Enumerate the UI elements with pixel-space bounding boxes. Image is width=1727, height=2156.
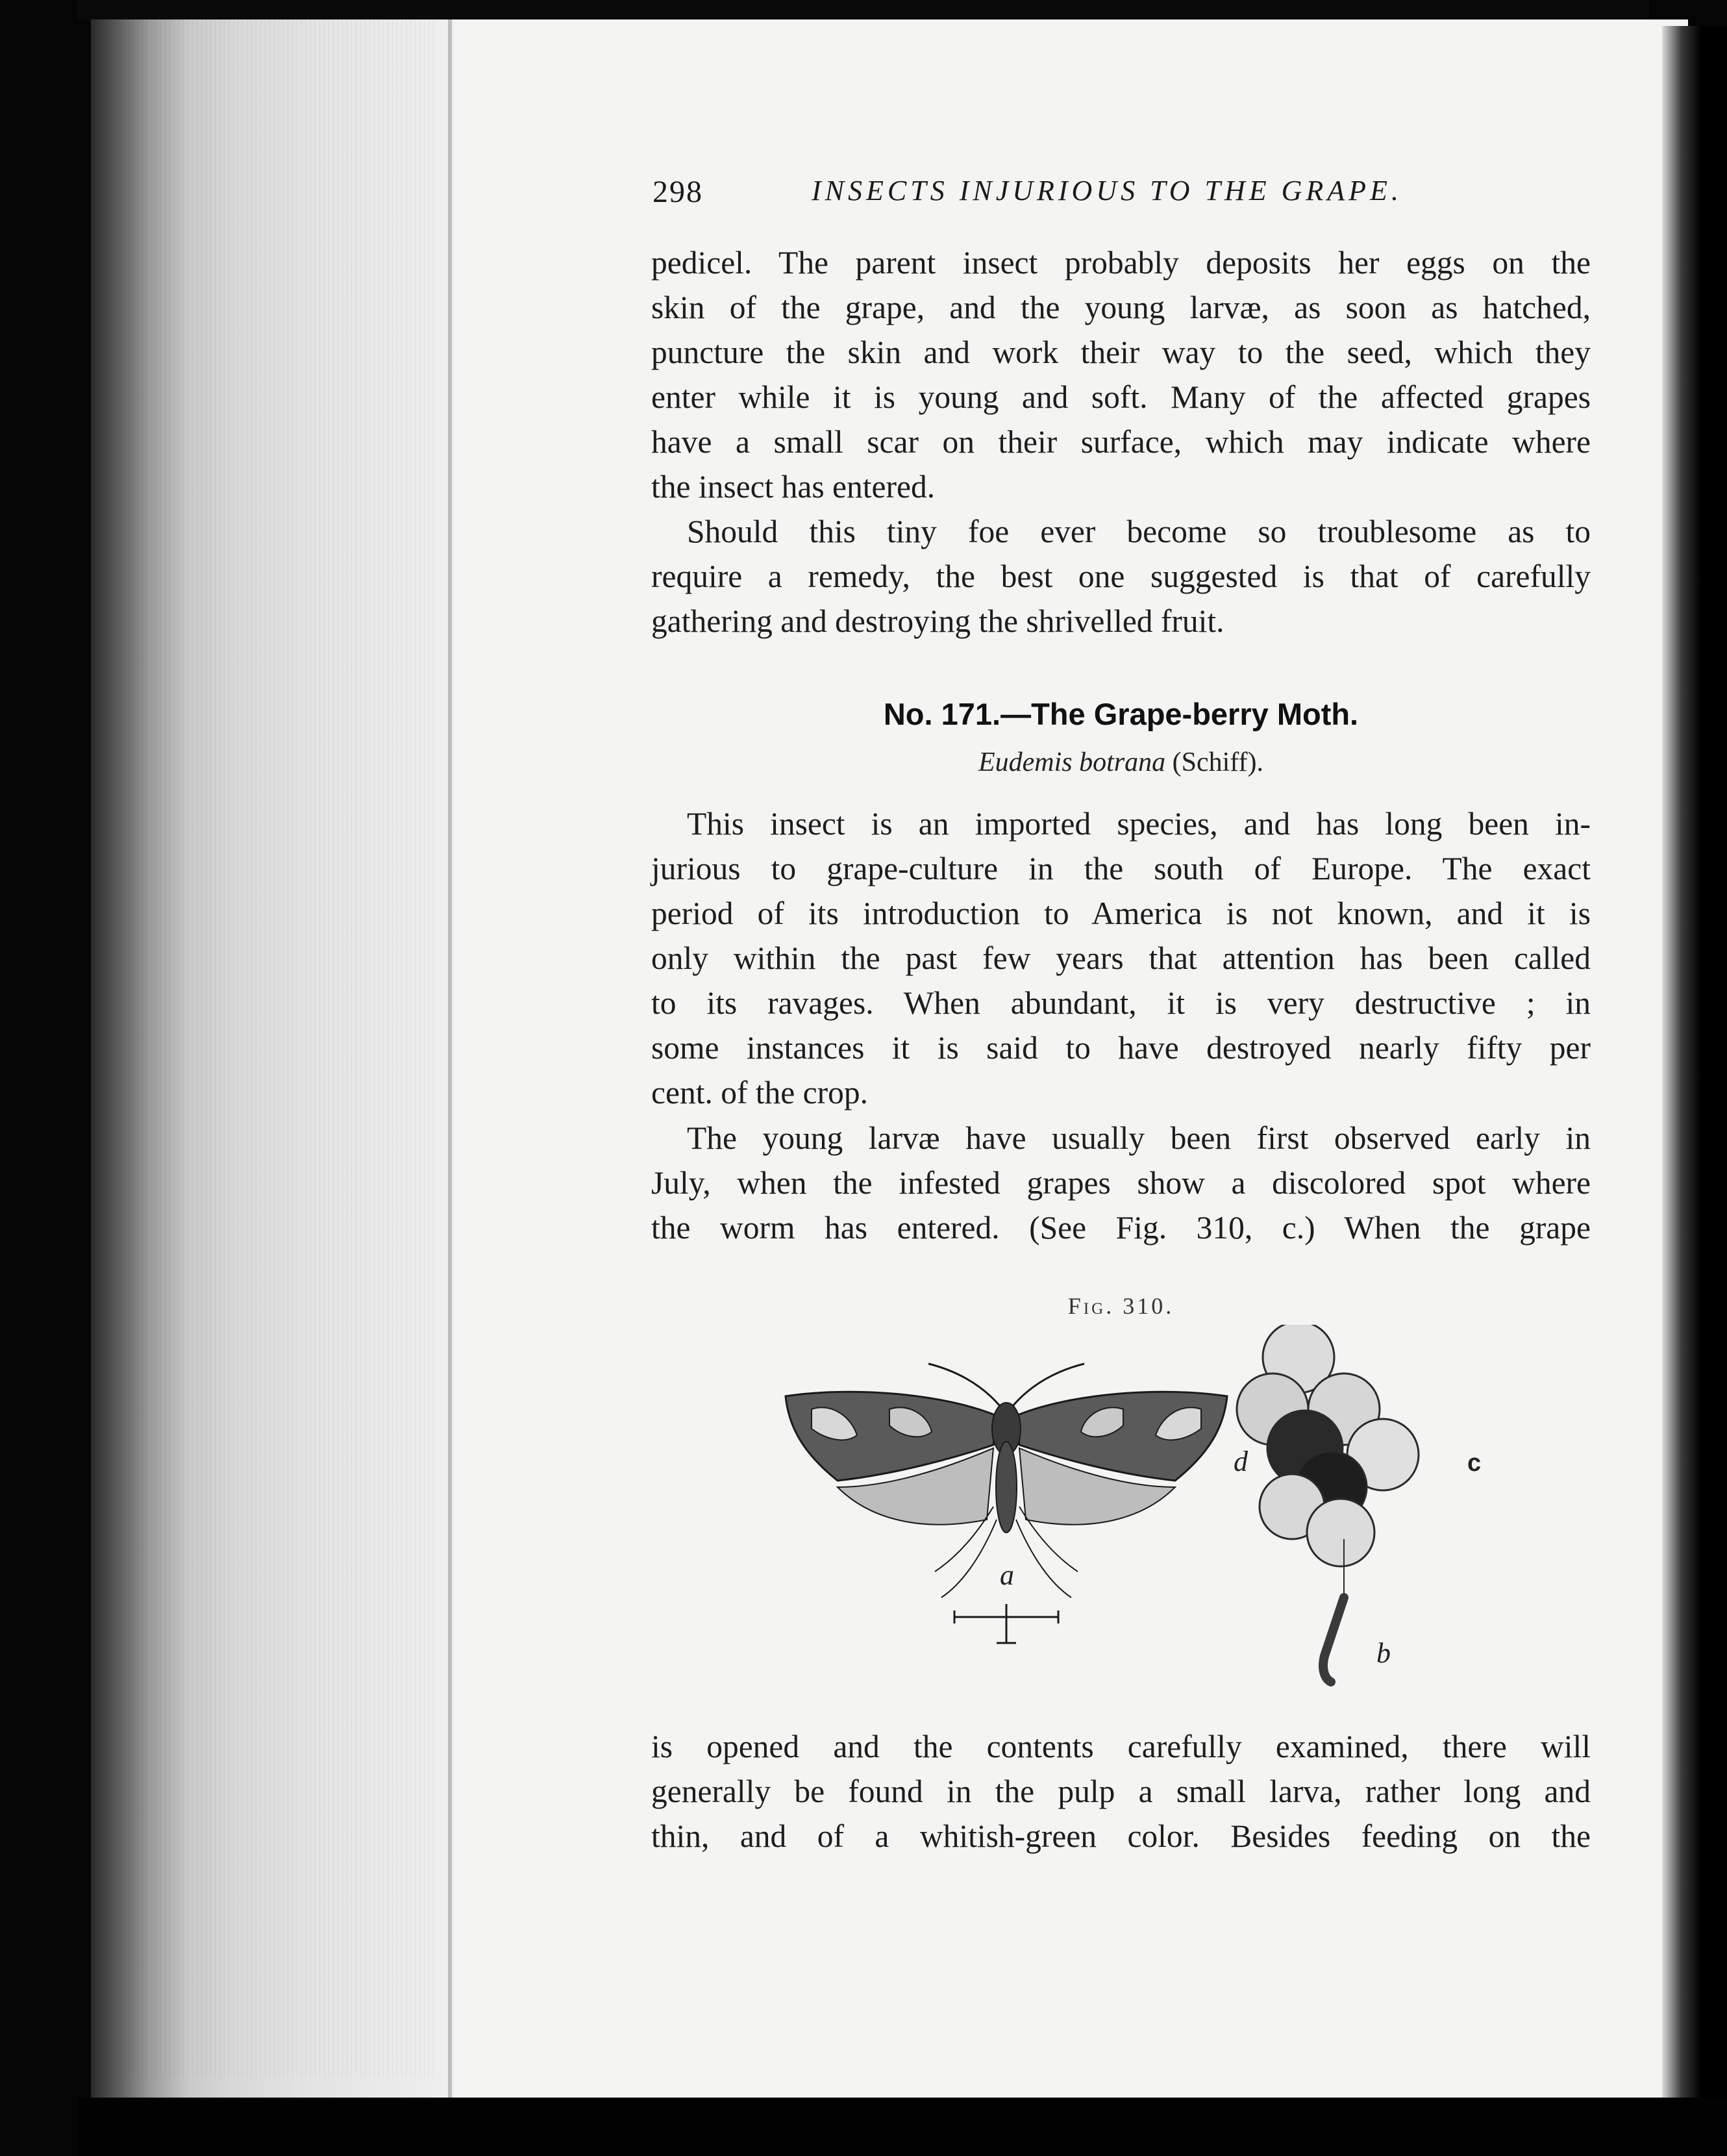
- text-line: only within the past few years that attention has been called: [651, 940, 1591, 976]
- text-line: skin of the grape, and the young larvæ, as soon as hatched,: [651, 290, 1591, 325]
- text-line: period of its introduction to America is not known, and it is: [651, 896, 1591, 931]
- section-subtitle: [651, 747, 1591, 778]
- text-line: some instances it is said to have destroyed nearly fifty per: [651, 1030, 1591, 1066]
- bottom-scan-border: [78, 2098, 1727, 2156]
- figure-label-a: a: [1000, 1559, 1014, 1591]
- running-head: INSECTS INJURIOUS TO THE GRAPE.: [812, 175, 1402, 207]
- text-line: gathering and destroying the shrivelled fruit.: [651, 603, 1224, 639]
- text-line: thin, and of a whitish-green color. Besides feeding on the: [651, 1818, 1591, 1854]
- text-line: have a small scar on their surface, which may indicate where: [651, 424, 1591, 460]
- moth-illustration: [786, 1364, 1227, 1643]
- text-line: The young larvæ have usually been first observed early in: [687, 1120, 1591, 1156]
- scientific-name: Eudemis botrana: [978, 747, 1166, 777]
- gutter: [448, 19, 452, 2098]
- paragraph: [651, 1724, 1591, 1859]
- text-line: puncture the skin and work their way to the seed, which they: [651, 334, 1591, 370]
- page-number: 298: [652, 175, 703, 209]
- text-line: cent. of the crop.: [651, 1075, 868, 1110]
- figure-label-b: b: [1376, 1637, 1391, 1669]
- text-line: generally be found in the pulp a small larva, rather long and: [651, 1774, 1591, 1809]
- text-line: the worm has entered. (See Fig. 310, c.) When the grape: [651, 1210, 1591, 1246]
- text-line: to its ravages. When abundant, it is very destructive ; in: [651, 985, 1591, 1021]
- text-line: pedicel. The parent insect probably deposits her eggs on the: [651, 245, 1591, 281]
- authority: (Schiff).: [1172, 747, 1263, 777]
- text-line: enter while it is young and soft. Many of the affected grapes: [651, 379, 1591, 415]
- text-line: jurious to grape-culture in the south of Europe. The exact: [651, 851, 1591, 886]
- paragraph: [651, 1116, 1591, 1250]
- text-line: require a remedy, the best one suggested is that of carefully: [651, 558, 1591, 594]
- figure-caption: Fig. 310.: [1067, 1293, 1174, 1319]
- moth-and-grape-illustration: [773, 1325, 1500, 1714]
- paragraph: [651, 801, 1591, 1115]
- text-line: Should this tiny foe ever become so troublesome as to: [687, 514, 1591, 549]
- page-edge-lines: [110, 13, 435, 2078]
- section-heading: No. 171.—The Grape-berry Moth.: [883, 697, 1359, 731]
- text-line: the insect has entered.: [651, 469, 936, 505]
- text-line: This insect is an imported species, and has long been in-: [687, 806, 1591, 842]
- text-line: July, when the infested grapes show a discolored spot where: [651, 1165, 1591, 1201]
- right-scan-border: [1662, 26, 1727, 2143]
- figure-label-c: c: [1467, 1449, 1482, 1477]
- top-scan-border: [78, 0, 1649, 19]
- paragraph: [651, 240, 1591, 509]
- grape-cluster-illustration: [1237, 1325, 1419, 1682]
- figure-label-d: d: [1234, 1446, 1248, 1477]
- paragraph: [651, 509, 1591, 644]
- text-line: is opened and the contents carefully examined, there will: [651, 1729, 1591, 1764]
